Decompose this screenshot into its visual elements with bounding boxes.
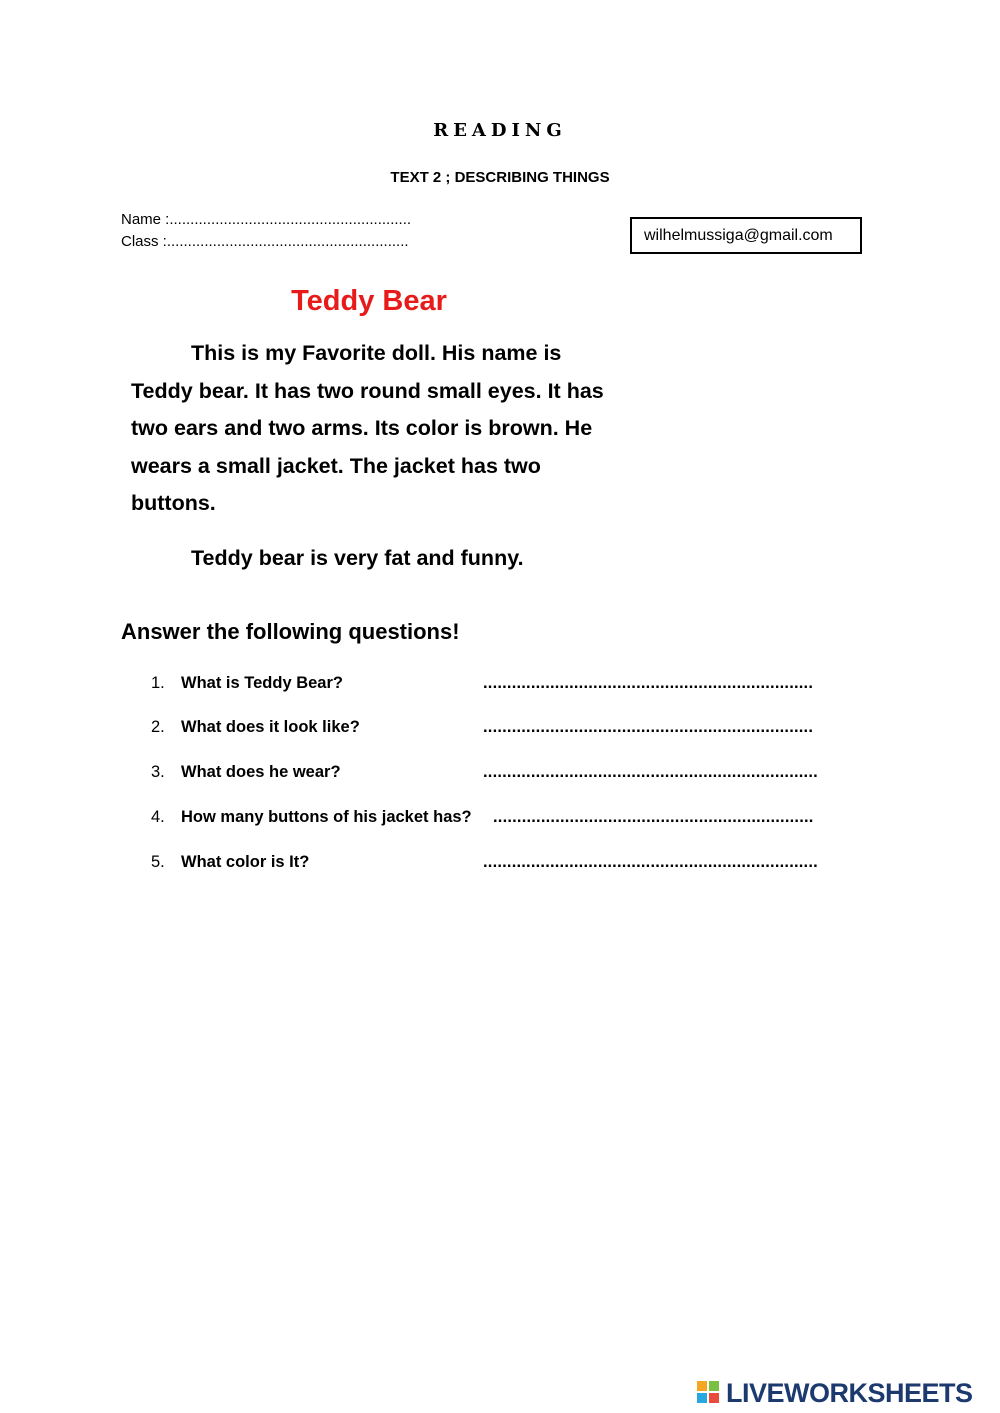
story-paragraph-2-text: Teddy bear is very fat and funny. [191,546,524,570]
question-text: What does it look like? [181,718,360,736]
question-number: 5. [151,853,165,871]
email-box [630,217,862,254]
question-text: What is Teddy Bear? [181,674,343,692]
watermark-text: LIVEWORKSHEETS [726,1378,973,1408]
answer-field[interactable]: ..................................................................... [483,674,814,692]
page-subheading: TEXT 2 ; DESCRIBING THINGS [390,169,610,186]
story-paragraph-1 [131,335,611,523]
question-number: 1. [151,674,165,692]
question-row [151,763,863,787]
question-number: 4. [151,808,165,826]
name-field[interactable]: Name :.......................................................... [121,211,412,228]
question-row [151,808,863,832]
answer-field[interactable]: ..................................................................... [483,718,814,736]
story-title: Teddy Bear [291,285,447,317]
question-text: What color is It? [181,853,310,871]
question-text: How many buttons of his jacket has? [181,808,472,826]
question-number: 2. [151,718,165,736]
answer-field[interactable]: ...................................................................... [483,853,818,871]
question-number: 3. [151,763,165,781]
page-heading: READING [433,120,567,141]
question-row [151,853,863,877]
liveworksheets-logo-icon [697,1381,721,1405]
answer-field[interactable]: ...................................................................... [483,763,818,781]
story-paragraph-2 [131,540,611,578]
questions-heading: Answer the following questions! [121,619,460,644]
email-text: wilhelmussiga@gmail.com [644,227,833,244]
question-row [151,718,863,742]
question-row [151,674,863,698]
question-text: What does he wear? [181,763,341,781]
answer-field[interactable]: ................................................................... [493,808,814,826]
story-paragraph-1-text: This is my Favorite doll. His name is Teddy bear. It has two round small eyes. It has two ears and two arms. Its color is brown. He wears a small jacket. The jacket has two buttons. [131,341,604,516]
class-field[interactable]: Class :.......................................................... [121,233,409,250]
